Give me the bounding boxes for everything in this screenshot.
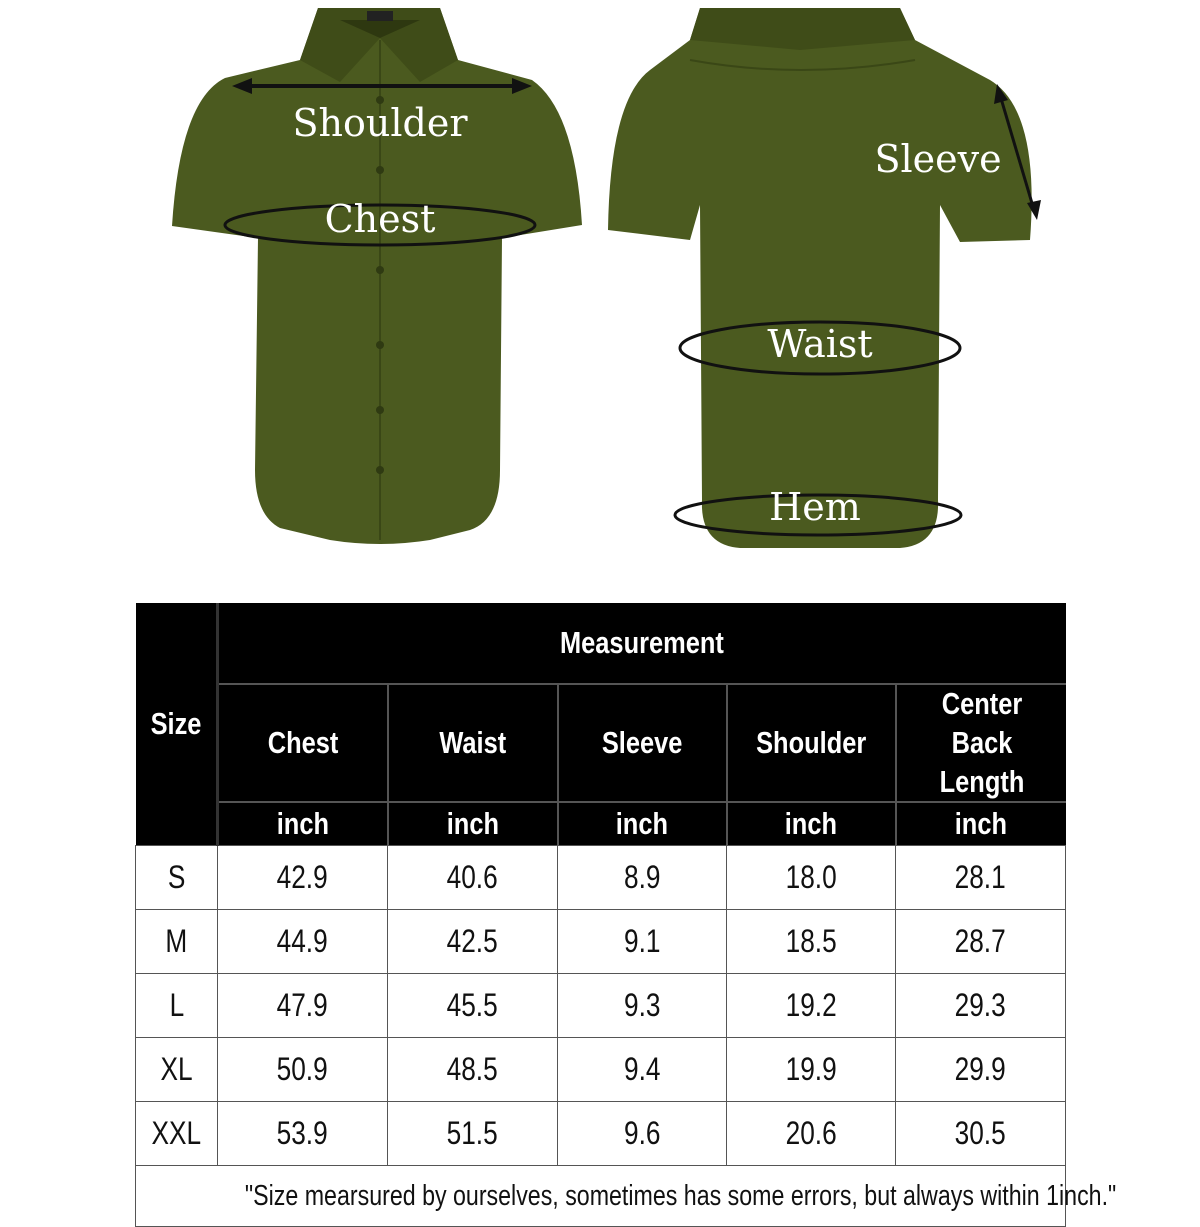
back-shirt-body	[608, 8, 1032, 548]
header-row-units	[136, 802, 1066, 846]
size-header: Size	[136, 603, 218, 846]
table-row	[136, 1102, 1066, 1166]
table-cell: 51.5	[388, 1102, 558, 1166]
table-cell: 9.1	[558, 910, 727, 974]
unit-header: inch	[558, 802, 727, 846]
front-shirt	[172, 8, 582, 544]
table-cell: 29.9	[896, 1038, 1066, 1102]
unit-header: inch	[388, 802, 558, 846]
waist-label: Waist	[767, 322, 873, 366]
unit-header: inch	[727, 802, 896, 846]
size-note: "Size mearsured by ourselves, sometimes has some errors, but always within 1inch."	[136, 1166, 1066, 1227]
column-header-chest: Chest	[218, 684, 388, 802]
table-cell: 42.5	[388, 910, 558, 974]
table-cell: 47.9	[218, 974, 388, 1038]
header-row-columns	[136, 684, 1066, 802]
shoulder-label: Shoulder	[292, 101, 468, 145]
table-cell: 44.9	[218, 910, 388, 974]
size-chart-table	[135, 603, 1117, 1227]
size-cell: XL	[136, 1038, 218, 1102]
note-row	[136, 1166, 1066, 1227]
hem-label: Hem	[769, 485, 861, 529]
size-cell: XXL	[136, 1102, 218, 1166]
table-cell: 9.3	[558, 974, 727, 1038]
size-cell: M	[136, 910, 218, 974]
table-cell: 42.9	[218, 846, 388, 910]
table-row	[136, 974, 1066, 1038]
table-cell: 45.5	[388, 974, 558, 1038]
table-cell: 19.2	[727, 974, 896, 1038]
brand-tag-icon	[367, 11, 393, 21]
table-cell: 48.5	[388, 1038, 558, 1102]
unit-header: inch	[218, 802, 388, 846]
table-cell: 19.9	[727, 1038, 896, 1102]
size-cell: S	[136, 846, 218, 910]
shirt-illustrations	[0, 0, 1200, 600]
table-cell: 18.5	[727, 910, 896, 974]
table-cell: 40.6	[388, 846, 558, 910]
table-cell: 8.9	[558, 846, 727, 910]
table-cell: 30.5	[896, 1102, 1066, 1166]
column-header-shoulder: Shoulder	[727, 684, 896, 802]
table-cell: 9.6	[558, 1102, 727, 1166]
table-cell: 28.1	[896, 846, 1066, 910]
back-shirt	[608, 8, 1041, 548]
table-cell: 9.4	[558, 1038, 727, 1102]
table-cell: 29.3	[896, 974, 1066, 1038]
table-row	[136, 910, 1066, 974]
measurement-header: Measurement	[218, 603, 1066, 684]
column-header-sleeve: Sleeve	[558, 684, 727, 802]
table-cell: 18.0	[727, 846, 896, 910]
chest-label: Chest	[324, 197, 436, 241]
table-cell: 53.9	[218, 1102, 388, 1166]
column-header-waist: Waist	[388, 684, 558, 802]
header-row-measurement	[136, 603, 1066, 684]
size-cell: L	[136, 974, 218, 1038]
unit-header: inch	[896, 802, 1066, 846]
table-cell: 28.7	[896, 910, 1066, 974]
table-cell: 50.9	[218, 1038, 388, 1102]
table-cell: 20.6	[727, 1102, 896, 1166]
sleeve-label: Sleeve	[874, 137, 1002, 181]
column-header-center-back-length: Center Back Length	[896, 684, 1066, 802]
table-row	[136, 1038, 1066, 1102]
table-row	[136, 846, 1066, 910]
